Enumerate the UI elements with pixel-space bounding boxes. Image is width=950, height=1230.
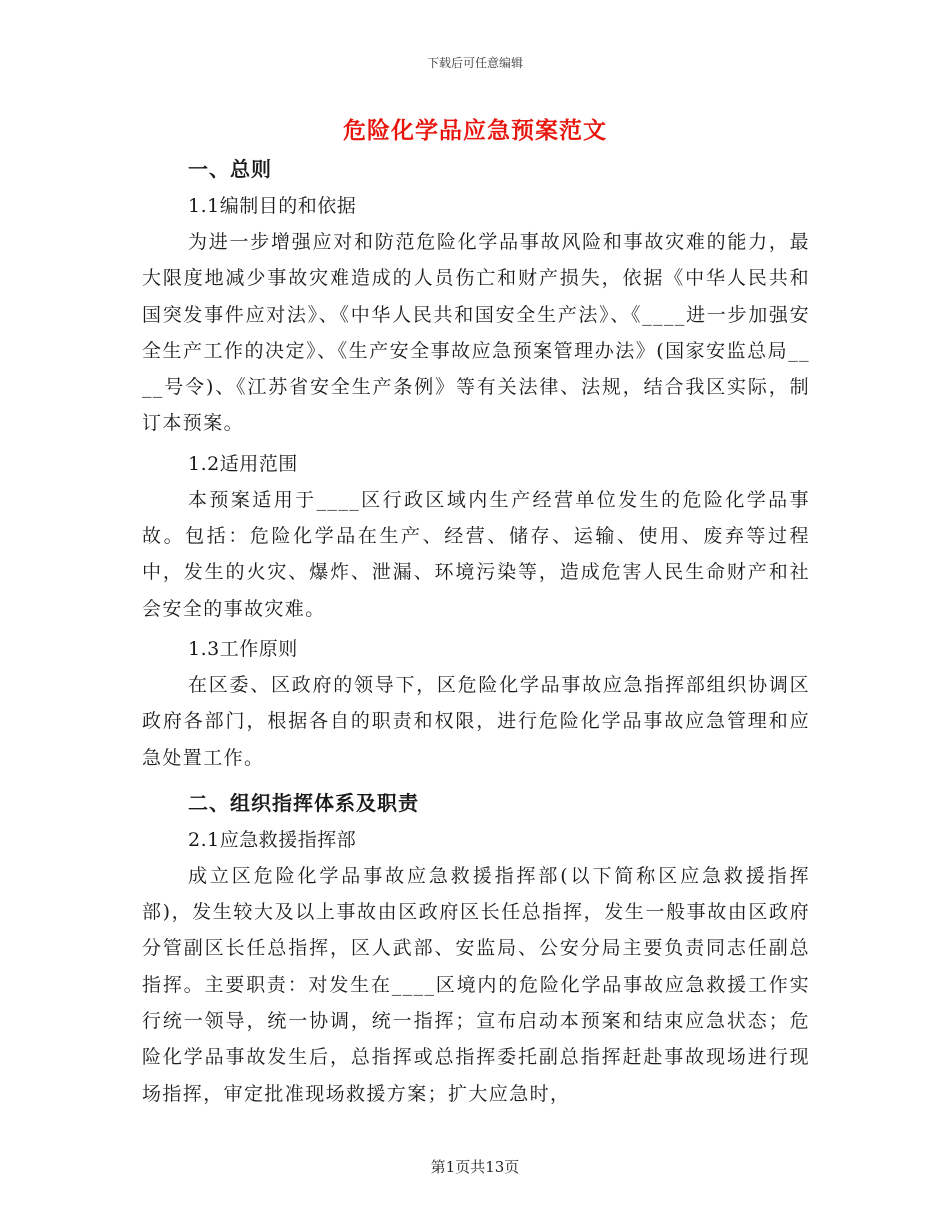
document-body <box>142 150 810 1112</box>
document-title: 危险化学品应急预案范文 <box>343 117 607 144</box>
paragraph-purpose: 为进一步增强应对和防范危险化学品事故风险和事故灾难的能力，最大限度地减少事故灾难造成的人员伤亡和财产损失，依据《中华人民共和国突发事件应对法》、《中华人民共和国安全生产法》、《____进一步加强安全生产工作的决定》、《生产安全事故应急预案管理办法》(国家安监总局____号令)、《江苏省安全生产条例》等有关法律、法规，结合我区实际，制订本预案。 <box>142 231 810 435</box>
paragraph-scope: 本预案适用于____区行政区域内生产经营单位发生的危险化学品事故。包括：危险化学品在生产、经营、储存、运输、使用、废弃等过程中，发生的火灾、爆炸、泄漏、环境污染等，造成危害人民生命财产和社会安全的事故灾难。 <box>142 488 810 620</box>
page-header-note: 下载后可任意编辑 <box>426 56 523 70</box>
subsection-heading-scope: 1.2适用范围 <box>188 452 298 475</box>
subsection-heading-command: 2.1应急救援指挥部 <box>188 828 357 851</box>
subsection-heading-purpose: 1.1编制目的和依据 <box>188 195 357 217</box>
section-heading-general: 一、总则 <box>188 157 272 181</box>
paragraph-principles: 在区委、区政府的领导下，区危险化学品事故应急指挥部组织协调区政府各部门，根据各自的职责和权限，进行危险化学品事故应急管理和应急处置工作。 <box>142 673 810 769</box>
paragraph-command: 成立区危险化学品事故应急救援指挥部(以下简称区应急救援指挥部)，发生较大及以上事故由区政府区长任总指挥，发生一般事故由区政府分管副区长任总指挥，区人武部、安监局、公安分局主要负责同志任副总指挥。主要职责：对发生在____区境内的危险化学品事故应急救援工作实行统一领导，统一协调，统一指挥；宣布启动本预案和结束应急状态；危险化学品事故发生后，总指挥或总指挥委托副总指挥赶赴事故现场进行现场指挥，审定批准现场救援方案；扩大应急时， <box>142 864 810 1105</box>
page-number-footer: 第1页共13页 <box>430 1158 520 1176</box>
section-heading-organization: 二、组织指挥体系及职责 <box>188 790 419 815</box>
subsection-heading-principles: 1.3工作原则 <box>188 637 298 660</box>
